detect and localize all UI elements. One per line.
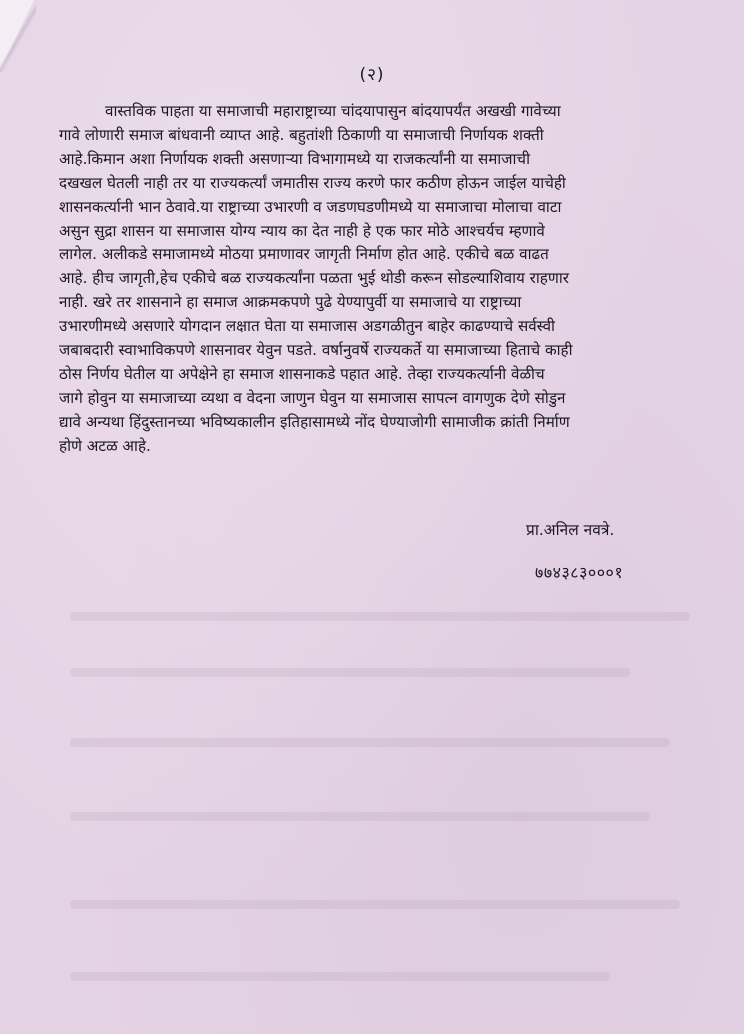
- author-phone-number: ७७४३८३०००१: [535, 563, 624, 582]
- paragraph-line: दखखल घेतली नाही तर या राज्यकर्त्यां जमातीस राज्य करणे फार कठीण होऊन जाईल याचेही: [59, 173, 566, 192]
- paragraph-line: ठोस निर्णय घेतील या अपेक्षेने हा समाज शासनाकडे पहात आहे. तेव्हा राज्यकर्त्यानी वेळीच: [59, 364, 545, 383]
- bleed-through-texture: [70, 972, 610, 981]
- bleed-through-texture: [70, 612, 690, 621]
- bleed-through-texture: [70, 812, 650, 821]
- paragraph-line: आहे.किमान अशा निर्णायक शक्ती असणाऱ्या विभागामध्ये या राजकर्त्यांनी या समाजाची: [59, 149, 531, 168]
- page-number: (२): [359, 65, 385, 85]
- paragraph-line: होणे अटळ आहे.: [59, 436, 151, 455]
- paragraph-line: आहे. हीच जागृती,हेच एकीचे बळ राज्यकर्त्यांना पळता भुई थोडी करून सोडल्याशिवाय राहणार: [59, 269, 569, 288]
- paragraph-line: नाही. खरे तर शासनाने हा समाज आक्रमकपणे पुढे येण्यापुर्वी या समाजाचे या राष्ट्राच्या: [59, 293, 522, 312]
- author-signature-name: प्रा.अनिल नवत्रे.: [526, 521, 615, 539]
- body-paragraph: [59, 100, 699, 459]
- bleed-through-texture: [70, 738, 670, 747]
- paragraph-line: उभारणीमध्ये असणारे योगदान लक्षात घेता या समाजास अडगळीतुन बाहेर काढण्याचे सर्वस्वी: [59, 317, 555, 336]
- paragraph-line: द्यावे अन्यथा हिंदुस्तानच्या भविष्यकालीन इतिहासामध्ये नोंद घेण्याजोगी सामाजीक क्रांती निर्माण: [59, 412, 570, 431]
- paragraph-line: शासनकर्त्यानी भान ठेवावे.या राष्ट्राच्या उभारणी व जडणघडणीमध्ये या समाजाचा मोलाचा वाटा: [59, 197, 562, 216]
- paragraph-line: गावे लोणारी समाज बांधवानी व्याप्त आहे. बहुतांशी ठिकाणी या समाजाची निर्णायक शक्ती: [59, 125, 544, 144]
- paragraph-line: जबाबदारी स्वाभाविकपणे शासनावर येवुन पडते. वर्षानुवर्षे राज्यकर्ते या समाजाच्या हिताचे काही: [59, 341, 573, 360]
- bleed-through-texture: [70, 900, 680, 909]
- paragraph-line: वास्तविक पाहता या समाजाची महाराष्ट्राच्या चांदयापासुन बांदयापर्यंत अखखी गावेच्या: [105, 102, 561, 120]
- paragraph-line: जागे होवुन या समाजाच्या व्यथा व वेदना जाणुन घेवुन या समाजास सापत्न वागणुक देणे सोडुन: [59, 388, 566, 407]
- paragraph-line: असुन सुद्रा शासन या समाजास योग्य न्याय का देत नाही हे एक फार मोठे आश्चर्यच म्हणावे: [59, 221, 545, 240]
- paragraph-line: लागेल. अलीकडे समाजामध्ये मोठया प्रमाणावर जागृती निर्माण होत आहे. एकीचे बळ वाढत: [59, 245, 549, 264]
- bleed-through-texture: [70, 668, 630, 677]
